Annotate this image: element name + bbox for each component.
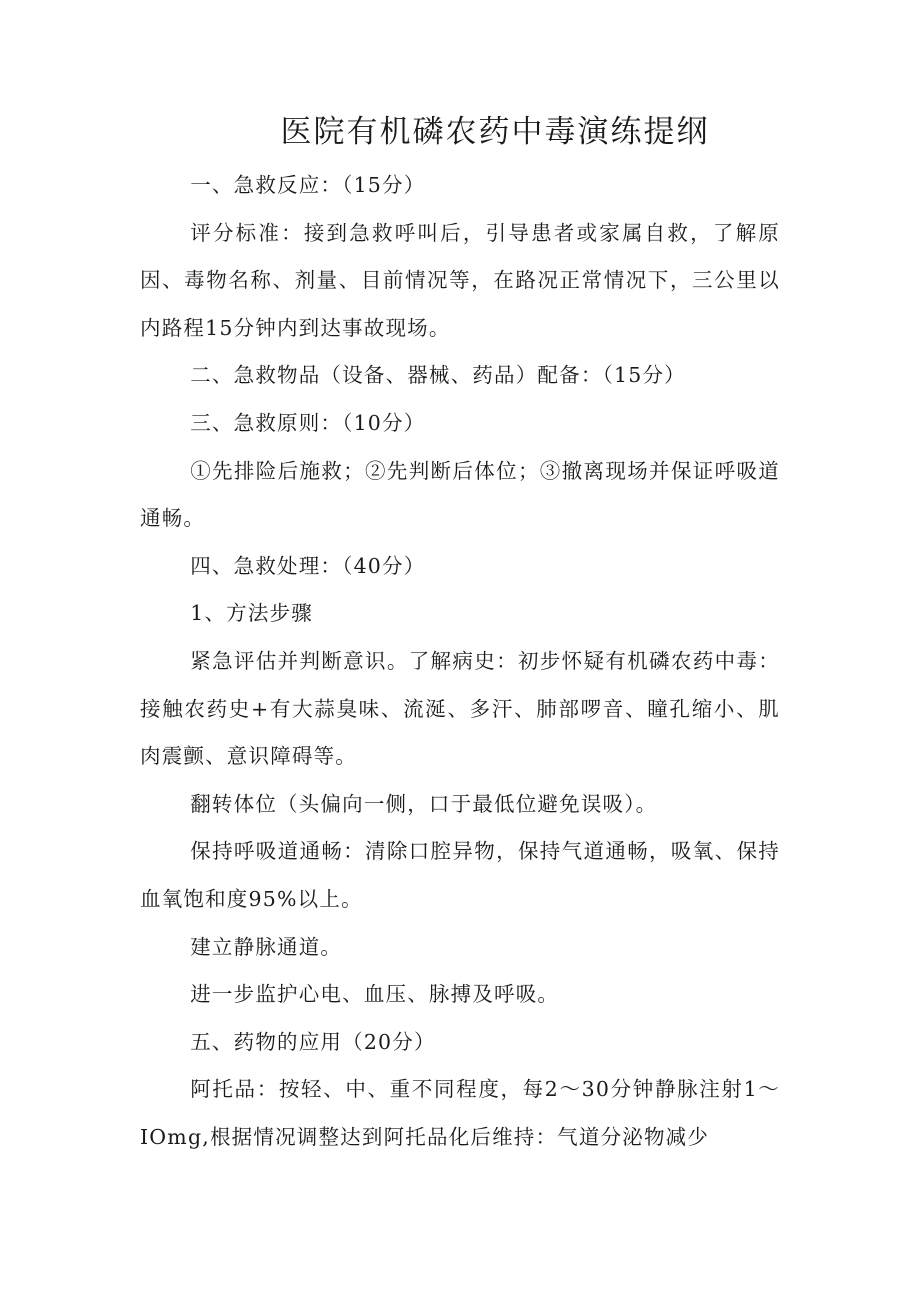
step-assessment: 紧急评估并判断意识。了解病史：初步怀疑有机磷农药中毒：接触农药史+有大蒜臭味、流涎、多汗、肺部啰音、瞳孔缩小、肌肉震颤、意识障碍等。 — [140, 648, 780, 769]
section-emergency-supplies: 二、急救物品（设备、器械、药品）配备：（15分） — [190, 363, 686, 388]
medication-atropine: 阿托品：按轻、中、重不同程度，每2～30分钟静脉注射1～IOmg,根据情况调整达到阿托品化后维持：气道分泌物减少 — [140, 1077, 780, 1149]
step-monitoring: 进一步监护心电、血压、脉搏及呼吸。 — [190, 982, 560, 1007]
step-airway: 保持呼吸道通畅：清除口腔异物，保持气道通畅，吸氧、保持血氧饱和度95%以上。 — [140, 839, 780, 911]
scoring-standard: 评分标准：接到急救呼叫后，引导患者或家属自救，了解原因、毒物名称、剂量、目前情况等，在路况正常情况下，三公里以内路程15分钟内到达事故现场。 — [140, 220, 780, 340]
document-body — [140, 162, 780, 1161]
section-emergency-treatment: 四、急救处理：（40分） — [190, 553, 426, 578]
document-title: 医院有机磷农药中毒演练提纲 — [280, 114, 710, 150]
section-medication: 五、药物的应用（20分） — [190, 1029, 436, 1054]
step-positioning: 翻转体位（头偏向一侧，口于最低位避免误吸）。 — [190, 791, 658, 816]
section-emergency-response: 一、急救反应：（15分） — [190, 173, 426, 197]
subsection-method-steps: 1、方法步骤 — [190, 601, 313, 626]
section-emergency-principles: 三、急救原则：（10分） — [190, 410, 426, 435]
principles-list: ①先排险后施救；②先判断后体位；③撤离现场并保证呼吸道通畅。 — [140, 458, 780, 531]
step-iv-access: 建立静脉通道。 — [190, 934, 343, 959]
